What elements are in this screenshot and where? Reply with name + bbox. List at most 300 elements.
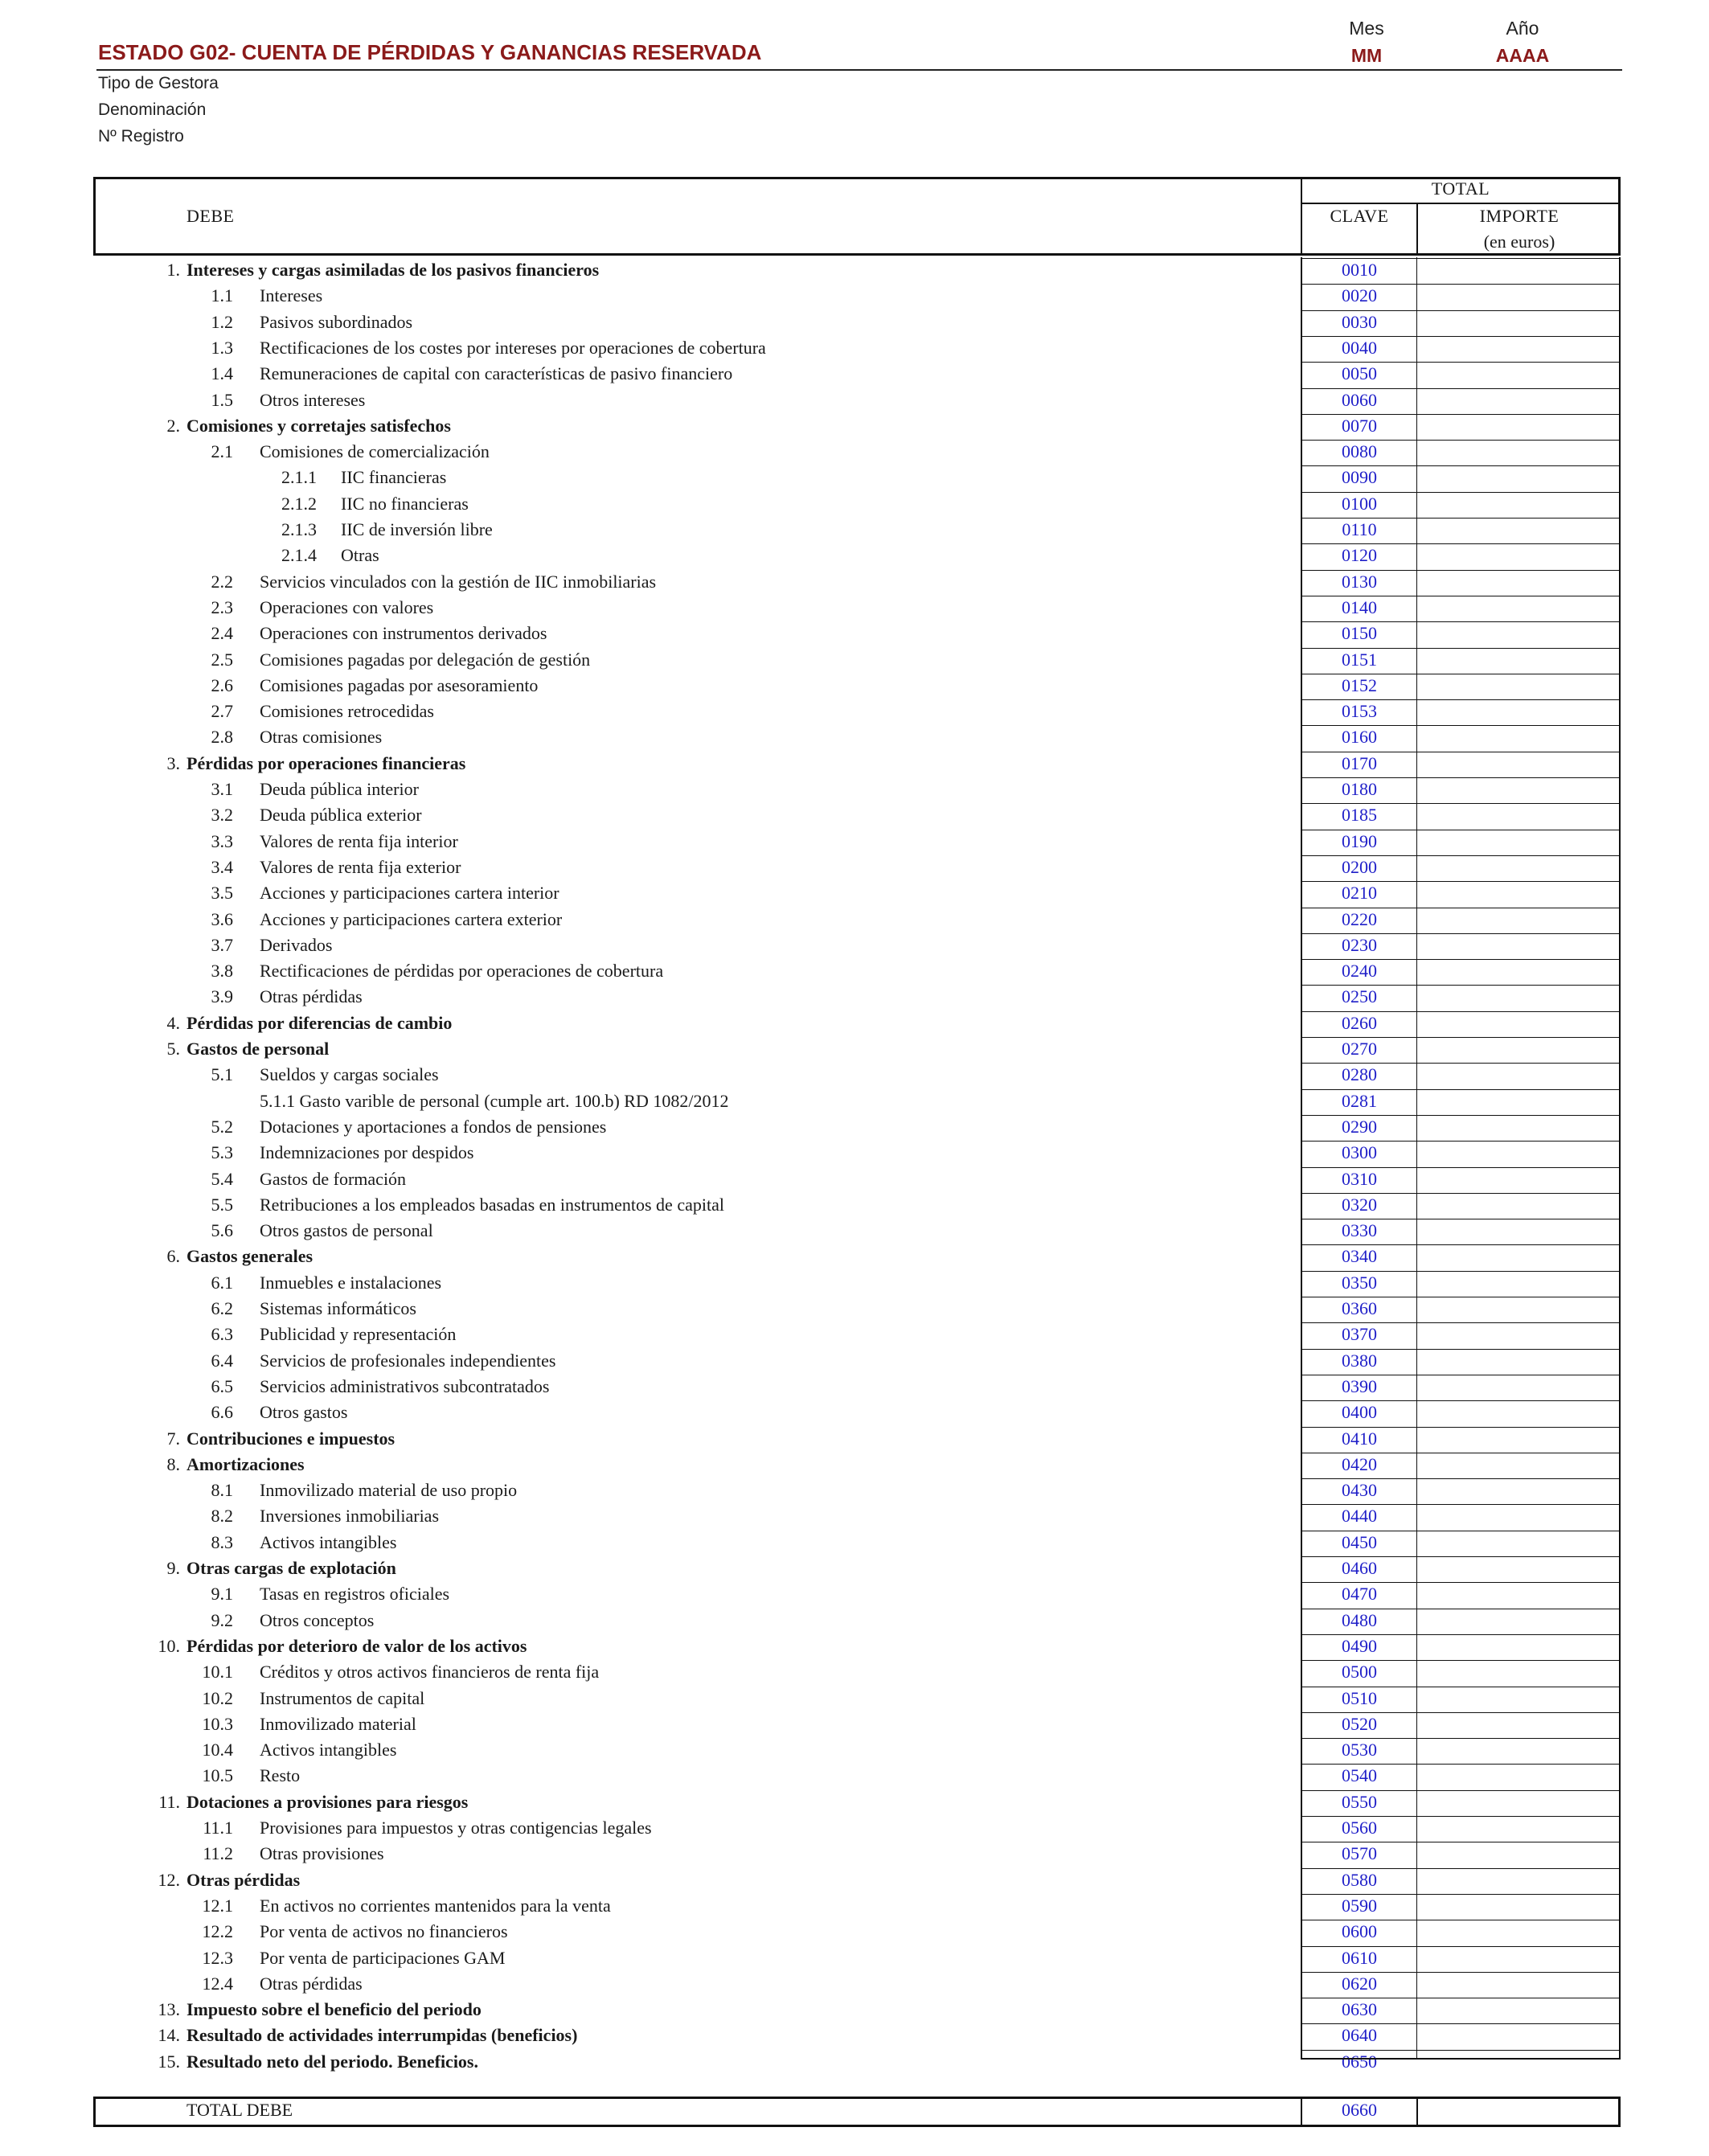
row-code: 0630 (1342, 1999, 1377, 2020)
row-code: 0090 (1342, 467, 1377, 488)
row-number: 5.3 (211, 1142, 233, 1163)
importe-cell[interactable] (1418, 1400, 1619, 1426)
row-code: 0480 (1342, 1609, 1377, 1630)
importe-cell[interactable] (1418, 1582, 1619, 1608)
importe-cell[interactable] (1418, 1089, 1619, 1115)
importe-cell[interactable] (1418, 310, 1619, 336)
row-label: Otras provisiones (260, 1843, 384, 1864)
row-label: Rectificaciones de los costes por intereses por operaciones de cobertura (260, 337, 766, 358)
row-code: 0010 (1342, 260, 1377, 280)
row-number: 10.1 (202, 1662, 233, 1683)
row-label: Otras pérdidas (260, 986, 363, 1007)
row-label: Instrumentos de capital (260, 1687, 425, 1708)
table-row (0, 1400, 1709, 1426)
importe-cell[interactable] (1418, 388, 1619, 414)
row-label: Otras pérdidas (260, 1973, 363, 1994)
importe-cell[interactable] (1418, 803, 1619, 829)
table-row (0, 492, 1709, 518)
row-code: 0220 (1342, 908, 1377, 929)
row-label: Activos intangibles (260, 1740, 397, 1760)
row-label: Servicios administrativos subcontratados (260, 1375, 550, 1396)
table-row (0, 1687, 1709, 1712)
row-number: 2.7 (211, 701, 233, 722)
grid-line (1301, 2058, 1621, 2060)
row-code: 0200 (1342, 856, 1377, 877)
row-label: Otros gastos (260, 1402, 348, 1423)
table-row (0, 1946, 1709, 1972)
row-label: Sueldos y cargas sociales (260, 1064, 439, 1085)
table-row (0, 1660, 1709, 1686)
row-label: Deuda pública exterior (260, 805, 422, 826)
row-label: Impuesto sobre el beneficio del periodo (186, 1999, 482, 2020)
total-debe-label: TOTAL DEBE (186, 2100, 293, 2120)
importe-header: IMPORTE (1479, 206, 1559, 226)
row-code: 0380 (1342, 1350, 1377, 1371)
row-code: 0400 (1342, 1402, 1377, 1423)
row-code: 0410 (1342, 1428, 1377, 1449)
row-code: 0190 (1342, 830, 1377, 851)
row-number: 10. (158, 1635, 180, 1656)
row-label: Gastos de personal (186, 1039, 330, 1059)
row-label: Activos intangibles (260, 1531, 397, 1552)
grid-line (1416, 2097, 1418, 2127)
table-row (0, 1063, 1709, 1088)
importe-cell[interactable] (1418, 855, 1619, 881)
importe-cell[interactable] (1418, 1972, 1619, 1998)
table-row (0, 1738, 1709, 1764)
table-row (0, 362, 1709, 387)
importe-cell[interactable] (1418, 752, 1619, 777)
importe-cell[interactable] (1418, 570, 1619, 596)
importe-cell[interactable] (1418, 648, 1619, 674)
importe-cell[interactable] (1418, 1478, 1619, 1504)
importe-cell[interactable] (1418, 1634, 1619, 1660)
row-code: 0152 (1342, 674, 1377, 695)
row-number: 2.1.4 (281, 545, 317, 566)
importe-cell[interactable] (1418, 1011, 1619, 1037)
page-title: ESTADO G02- CUENTA DE PÉRDIDAS Y GANANCIAS RESERVADA (98, 40, 762, 64)
row-label: Por venta de activos no financieros (260, 1921, 508, 1942)
importe-cell[interactable] (1418, 1322, 1619, 1348)
row-label: Amortizaciones (186, 1453, 305, 1474)
importe-cell[interactable] (1418, 959, 1619, 985)
row-code: 0240 (1342, 961, 1377, 982)
row-label: Provisiones para impuestos y otras contigencias legales (260, 1818, 652, 1838)
row-code: 0510 (1342, 1687, 1377, 1708)
row-number: 10.4 (202, 1740, 233, 1760)
row-code: 0020 (1342, 285, 1377, 306)
row-code: 0230 (1342, 934, 1377, 955)
importe-cell[interactable] (1418, 985, 1619, 1010)
row-label: Comisiones y corretajes satisfechos (186, 415, 451, 436)
row-code: 0490 (1342, 1635, 1377, 1656)
row-number: 2.5 (211, 649, 233, 670)
table-row (0, 1556, 1709, 1582)
importe-cell[interactable] (1418, 596, 1619, 621)
importe-unit: (en euros) (1483, 232, 1555, 252)
row-code: 0290 (1342, 1116, 1377, 1137)
row-number: 1.3 (211, 337, 233, 358)
row-label: Otras (341, 545, 379, 566)
importe-cell[interactable] (1418, 1790, 1619, 1816)
importe-cell[interactable] (1418, 830, 1619, 855)
row-label: Indemnizaciones por despidos (260, 1142, 474, 1163)
importe-cell[interactable] (1418, 1868, 1619, 1894)
row-code: 0310 (1342, 1168, 1377, 1189)
table-row (0, 1089, 1709, 1115)
table-row (0, 1167, 1709, 1193)
table-row (0, 1609, 1709, 1634)
row-number: 1. (166, 260, 180, 280)
table-row (0, 258, 1709, 284)
row-number: 6.6 (211, 1402, 233, 1423)
row-number: 6.2 (211, 1298, 233, 1318)
importe-cell[interactable] (1418, 1660, 1619, 1686)
row-label: Inmovilizado material de uso propio (260, 1480, 518, 1501)
importe-cell[interactable] (1418, 1687, 1619, 1712)
row-label: Tasas en registros oficiales (260, 1584, 450, 1605)
table-row (0, 830, 1709, 855)
importe-cell[interactable] (1418, 1219, 1619, 1244)
importe-cell[interactable] (1418, 621, 1619, 647)
row-label: IIC no financieras (341, 493, 469, 514)
importe-cell[interactable] (1418, 699, 1619, 725)
row-number: 2.1.1 (281, 467, 317, 488)
importe-cell[interactable] (1418, 414, 1619, 440)
table-row (0, 1972, 1709, 1998)
row-number: 10.5 (202, 1765, 233, 1786)
table-row (0, 1531, 1709, 1556)
importe-cell[interactable] (1418, 1037, 1619, 1063)
row-label: Valores de renta fija exterior (260, 856, 461, 877)
row-label: Operaciones con instrumentos derivados (260, 623, 547, 644)
row-code: 0360 (1342, 1298, 1377, 1318)
table-row (0, 1271, 1709, 1297)
row-number: 2. (166, 415, 180, 436)
table-row (0, 596, 1709, 621)
row-label: Por venta de participaciones GAM (260, 1947, 506, 1968)
row-label: Otras pérdidas (186, 1869, 301, 1890)
table-row (0, 1504, 1709, 1530)
table-row (0, 621, 1709, 647)
importe-cell[interactable] (1418, 674, 1619, 699)
row-number: 7. (166, 1428, 180, 1449)
row-number: 15. (158, 2051, 180, 2072)
row-number: 6.1 (211, 1272, 233, 1293)
importe-cell[interactable] (1418, 1349, 1619, 1375)
row-code: 0550 (1342, 1791, 1377, 1812)
table-row (0, 1219, 1709, 1244)
row-code: 0270 (1342, 1039, 1377, 1059)
row-number: 5.5 (211, 1194, 233, 1215)
row-number: 9.1 (211, 1584, 233, 1605)
row-code: 0650 (1342, 2051, 1377, 2072)
row-label: Operaciones con valores (260, 596, 434, 617)
row-label: Resultado de actividades interrumpidas (beneficios) (186, 2025, 578, 2046)
row-label: Pérdidas por deterioro de valor de los activos (186, 1635, 527, 1656)
table-row (0, 1115, 1709, 1141)
row-label: Otros conceptos (260, 1609, 375, 1630)
month-value[interactable]: MM (1350, 45, 1383, 66)
table-row (0, 1453, 1709, 1478)
table-row (0, 803, 1709, 829)
table-row (0, 284, 1709, 309)
importe-cell[interactable] (1418, 440, 1619, 465)
row-number: 5.6 (211, 1220, 233, 1241)
table-row (0, 699, 1709, 725)
year-value[interactable]: AAAA (1495, 45, 1550, 66)
row-number: 11.1 (203, 1818, 233, 1838)
importe-cell[interactable] (1418, 1297, 1619, 1322)
importe-cell[interactable] (1418, 2050, 1619, 2076)
row-label: Comisiones pagadas por delegación de gestión (260, 649, 591, 670)
table-row (0, 310, 1709, 336)
row-number: 3.3 (211, 830, 233, 851)
row-number: 11.2 (203, 1843, 233, 1864)
row-number: 1.4 (211, 363, 233, 384)
row-label: Otras comisiones (260, 727, 383, 748)
header-divider (1301, 203, 1621, 204)
row-label: Comisiones retrocedidas (260, 701, 434, 722)
importe-cell[interactable] (1418, 1842, 1619, 1867)
row-code: 0100 (1342, 493, 1377, 514)
row-number: 2.1 (211, 441, 233, 462)
importe-cell[interactable] (1418, 2023, 1619, 2049)
table-row (0, 2023, 1709, 2049)
row-number: 6.3 (211, 1324, 233, 1345)
row-code: 0330 (1342, 1220, 1377, 1241)
importe-cell[interactable] (1418, 1712, 1619, 1738)
importe-cell[interactable] (1418, 543, 1619, 569)
row-number: 3.9 (211, 986, 233, 1007)
row-code: 0160 (1342, 727, 1377, 748)
table-row (0, 543, 1709, 569)
row-code: 0500 (1342, 1662, 1377, 1683)
row-label: Publicidad y representación (260, 1324, 457, 1345)
row-code: 0280 (1342, 1064, 1377, 1085)
table-row (0, 518, 1709, 543)
field-denominacion: Denominación (98, 100, 207, 119)
row-number: 4. (166, 1012, 180, 1033)
importe-cell[interactable] (1418, 1946, 1619, 1972)
row-number: 14. (158, 2025, 180, 2046)
table-row (0, 1193, 1709, 1219)
table-row (0, 725, 1709, 751)
row-number: 12.1 (202, 1895, 233, 1916)
row-label: Dotaciones a provisiones para riesgos (186, 1791, 469, 1812)
row-code: 0080 (1342, 441, 1377, 462)
table-row (0, 1816, 1709, 1842)
row-code: 0590 (1342, 1895, 1377, 1916)
table-row (0, 2050, 1709, 2076)
row-code: 0460 (1342, 1558, 1377, 1578)
row-label: Gastos generales (186, 1246, 314, 1267)
importe-cell[interactable] (1418, 1504, 1619, 1530)
row-code: 0620 (1342, 1973, 1377, 1994)
row-label: Créditos y otros activos financieros de renta fija (260, 1662, 600, 1683)
row-label: Resto (260, 1765, 301, 1786)
row-number: 12. (158, 1869, 180, 1890)
row-number: 2.4 (211, 623, 233, 644)
importe-cell[interactable] (1418, 1427, 1619, 1453)
importe-cell[interactable] (1418, 777, 1619, 803)
importe-cell[interactable] (1418, 1920, 1619, 1945)
importe-cell[interactable] (1418, 1063, 1619, 1088)
importe-cell[interactable] (1418, 933, 1619, 959)
table-row (0, 777, 1709, 803)
row-label: Servicios de profesionales independientes (260, 1350, 556, 1371)
row-label: Resultado neto del periodo. Beneficios. (186, 2051, 478, 2072)
table-row (0, 908, 1709, 933)
debe-header: DEBE (186, 206, 235, 226)
row-number: 5.2 (211, 1116, 233, 1137)
row-code: 0250 (1342, 986, 1377, 1007)
month-label: Mes (1349, 18, 1384, 39)
table-row (0, 1712, 1709, 1738)
table-row (0, 985, 1709, 1010)
row-number: 3.6 (211, 908, 233, 929)
row-number: 5.4 (211, 1168, 233, 1189)
row-number: 12.3 (202, 1947, 233, 1968)
field-tipo-gestora: Tipo de Gestora (98, 74, 219, 92)
importe-cell[interactable] (1418, 1167, 1619, 1193)
importe-cell[interactable] (1418, 1531, 1619, 1556)
importe-cell[interactable] (1418, 1193, 1619, 1219)
importe-cell[interactable] (1418, 362, 1619, 387)
importe-cell[interactable] (1418, 1141, 1619, 1166)
table-row (0, 752, 1709, 777)
row-number: 3.8 (211, 961, 233, 982)
row-number: 9. (166, 1558, 180, 1578)
table-row (0, 933, 1709, 959)
row-number: 8.1 (211, 1480, 233, 1501)
row-code: 0180 (1342, 779, 1377, 799)
table-row (0, 1322, 1709, 1348)
table-row (0, 1764, 1709, 1789)
importe-cell[interactable] (1418, 1764, 1619, 1789)
table-row (0, 959, 1709, 985)
importe-cell[interactable] (1418, 1894, 1619, 1920)
row-code: 0470 (1342, 1584, 1377, 1605)
row-code: 0185 (1342, 805, 1377, 826)
importe-cell[interactable] (1418, 1375, 1619, 1400)
row-code: 0140 (1342, 596, 1377, 617)
importe-cell[interactable] (1418, 725, 1619, 751)
table-row (0, 570, 1709, 596)
table-row (0, 1998, 1709, 2023)
row-number: 1.5 (211, 389, 233, 410)
row-code: 0070 (1342, 415, 1377, 436)
row-label: Acciones y participaciones cartera exterior (260, 908, 563, 929)
row-code: 0600 (1342, 1921, 1377, 1942)
row-number: 2.3 (211, 596, 233, 617)
table-row (0, 1011, 1709, 1037)
row-label: Inmovilizado material (260, 1713, 416, 1734)
row-number: 9.2 (211, 1609, 233, 1630)
row-code: 0340 (1342, 1246, 1377, 1267)
row-label: Derivados (260, 934, 333, 955)
importe-cell[interactable] (1418, 258, 1619, 284)
table-row (0, 1478, 1709, 1504)
importe-cell[interactable] (1418, 518, 1619, 543)
row-number: 11. (158, 1791, 180, 1812)
table-row (0, 1920, 1709, 1945)
total-header: TOTAL (1431, 178, 1490, 199)
row-label: Comisiones de comercialización (260, 441, 490, 462)
row-number: 13. (158, 1999, 180, 2020)
importe-cell[interactable] (1418, 336, 1619, 362)
row-label: Inmuebles e instalaciones (260, 1272, 442, 1293)
row-code: 0350 (1342, 1272, 1377, 1293)
row-number: 2.1.2 (281, 493, 317, 514)
clave-header: CLAVE (1330, 206, 1389, 226)
row-label: Otros intereses (260, 389, 366, 410)
importe-cell[interactable] (1418, 1738, 1619, 1764)
table-row (0, 1037, 1709, 1063)
table-row (0, 855, 1709, 881)
row-code: 0560 (1342, 1818, 1377, 1838)
row-number: 8.2 (211, 1506, 233, 1527)
table-row (0, 440, 1709, 465)
row-code: 0580 (1342, 1869, 1377, 1890)
importe-cell[interactable] (1418, 1115, 1619, 1141)
row-number: 8. (166, 1453, 180, 1474)
row-label: Intereses (260, 285, 323, 306)
row-number: 1.2 (211, 311, 233, 332)
row-number: 3.1 (211, 779, 233, 799)
importe-cell[interactable] (1418, 881, 1619, 907)
importe-cell[interactable] (1418, 284, 1619, 309)
row-number: 5.1 (211, 1064, 233, 1085)
total-debe-code: 0660 (1342, 2100, 1377, 2120)
row-label: Dotaciones y aportaciones a fondos de pensiones (260, 1116, 607, 1137)
row-code: 0440 (1342, 1506, 1377, 1527)
row-number: 3. (166, 752, 180, 773)
row-label: Contribuciones e impuestos (186, 1428, 395, 1449)
importe-cell[interactable] (1418, 465, 1619, 491)
row-label: Remuneraciones de capital con características de pasivo financiero (260, 363, 733, 384)
importe-cell[interactable] (1418, 1244, 1619, 1270)
row-label: Deuda pública interior (260, 779, 419, 799)
row-label: En activos no corrientes mantenidos para la venta (260, 1895, 611, 1916)
row-code: 0320 (1342, 1194, 1377, 1215)
importe-cell[interactable] (1418, 492, 1619, 518)
importe-cell[interactable] (1418, 908, 1619, 933)
table-row (0, 1427, 1709, 1453)
row-number: 6.4 (211, 1350, 233, 1371)
importe-cell[interactable] (1418, 1271, 1619, 1297)
row-code: 0420 (1342, 1453, 1377, 1474)
row-code: 0390 (1342, 1375, 1377, 1396)
row-code: 0050 (1342, 363, 1377, 384)
header-rule (96, 69, 1622, 71)
row-label: IIC financieras (341, 467, 447, 488)
importe-cell[interactable] (1418, 1998, 1619, 2023)
row-code: 0610 (1342, 1947, 1377, 1968)
importe-cell[interactable] (1418, 1609, 1619, 1634)
table-row (0, 465, 1709, 491)
row-code: 0060 (1342, 389, 1377, 410)
importe-cell[interactable] (1418, 1453, 1619, 1478)
importe-cell[interactable] (1418, 1556, 1619, 1582)
row-number: 3.7 (211, 934, 233, 955)
row-number: 10.2 (202, 1687, 233, 1708)
row-number: 5. (166, 1039, 180, 1059)
importe-cell[interactable] (1418, 1816, 1619, 1842)
row-number: 2.8 (211, 727, 233, 748)
row-code: 0281 (1342, 1090, 1377, 1111)
table-row (0, 1790, 1709, 1816)
